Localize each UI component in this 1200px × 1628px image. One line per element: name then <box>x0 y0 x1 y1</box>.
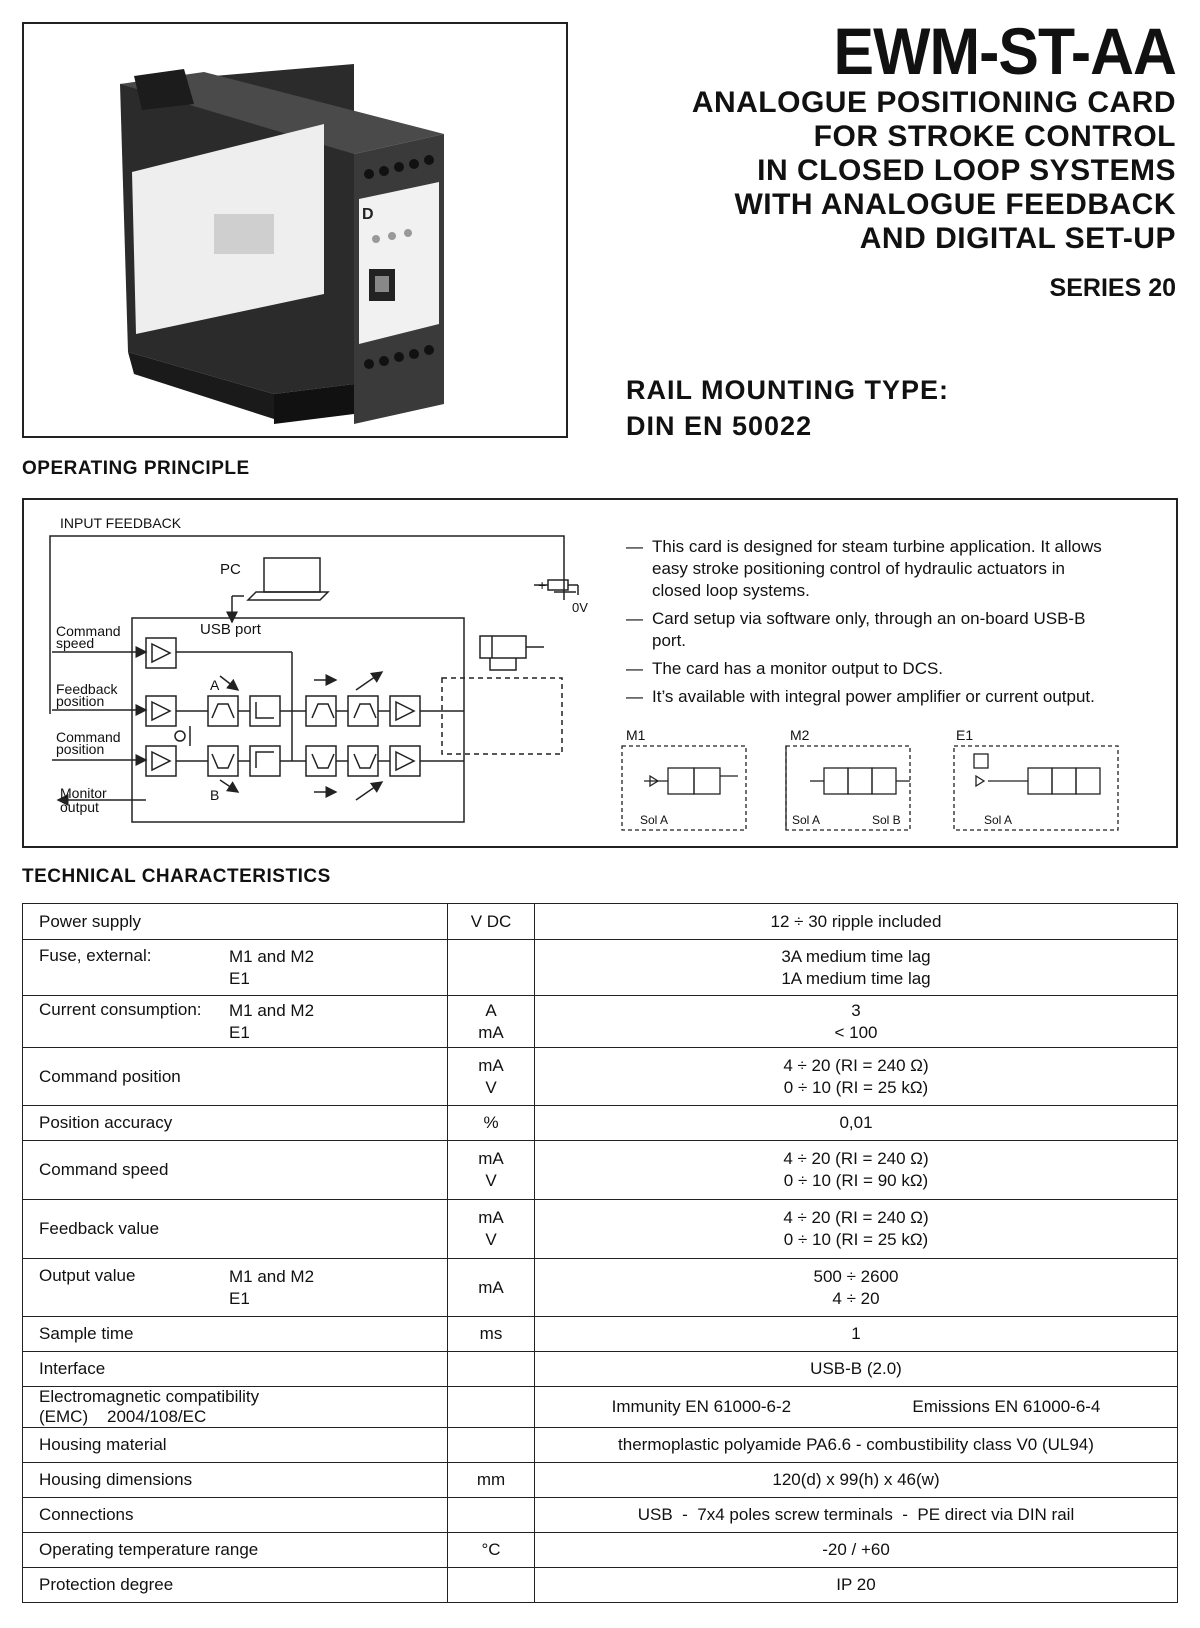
row-unit: V DC <box>470 911 512 931</box>
table-row <box>23 1463 1178 1498</box>
table-row <box>23 996 1178 1048</box>
series-label: SERIES 20 <box>1049 274 1176 302</box>
row-value: 4 ÷ 20 (RI = 240 Ω) <box>783 1149 929 1168</box>
table-row <box>23 1428 1178 1463</box>
svg-text:D: D <box>362 206 374 223</box>
label-input-feedback: INPUT FEEDBACK <box>60 515 182 531</box>
label-command-speed-2: speed <box>56 635 95 651</box>
row-label: Current consumption: <box>39 999 202 1019</box>
row-value: 0 ÷ 10 (RI = 90 kΩ) <box>783 1171 929 1190</box>
row-value: thermoplastic polyamide PA6.6 - combustibility class V0 (UL94) <box>618 1435 1094 1454</box>
row-value: USB - 7x4 poles screw terminals - PE direct via DIN rail <box>637 1505 1075 1524</box>
bullet-item: — The card has a monitor output to DCS. <box>626 659 944 678</box>
row-unit: V <box>485 1077 497 1097</box>
row-value: 0,01 <box>839 1113 873 1132</box>
row-label: Command speed <box>39 1160 169 1179</box>
row-value: 500 ÷ 2600 <box>813 1266 899 1286</box>
subtitle-line: IN CLOSED LOOP SYSTEMS <box>757 154 1176 187</box>
row-unit: mm <box>476 1470 506 1489</box>
product-photo <box>22 22 568 438</box>
row-value: 4 ÷ 20 (RI = 240 Ω) <box>783 1055 929 1075</box>
valve-label-e1: E1 <box>956 727 974 743</box>
label-monitor-output-1: Monitor <box>60 785 107 801</box>
valve-symbols <box>610 726 1130 836</box>
table-row <box>23 1568 1178 1603</box>
label-command-position-2: position <box>56 741 105 757</box>
row-unit: % <box>483 1113 499 1132</box>
row-sub: 2004/108/EC <box>107 1407 207 1426</box>
table-row <box>23 1200 1178 1259</box>
row-unit: A <box>485 1000 497 1020</box>
row-unit: mA <box>478 1149 504 1168</box>
row-value: 3A medium time lag <box>781 946 931 966</box>
row-label: Fuse, external: <box>39 945 152 965</box>
label-ramp-a: A <box>210 677 220 693</box>
valve-m2-sol-b: Sol B <box>872 813 901 827</box>
table-row <box>23 1317 1178 1352</box>
subtitle-line: AND DIGITAL SET-UP <box>859 222 1176 255</box>
row-label: Housing material <box>39 1435 167 1454</box>
label-ramp-b: B <box>210 787 220 803</box>
section-title-technical: TECHNICAL CHARACTERISTICS <box>22 866 331 887</box>
subtitle-line: FOR STROKE CONTROL <box>813 120 1176 153</box>
label-usb-port: USB port <box>200 621 261 638</box>
row-label: Sample time <box>39 1324 134 1343</box>
label-plus: + <box>538 577 547 593</box>
label-command-speed-1: Command <box>56 623 121 639</box>
table-row <box>23 1259 1178 1317</box>
row-value: 12 ÷ 30 ripple included <box>770 911 942 931</box>
table-row <box>23 1533 1178 1568</box>
bullet-item: — It’s available with integral power amplifier or current output. <box>626 687 1095 706</box>
label-command-position-1: Command <box>56 729 121 745</box>
row-unit: mA <box>478 1055 504 1075</box>
table-row <box>23 904 1178 940</box>
title-block <box>556 16 1176 303</box>
row-label: Command position <box>39 1066 181 1086</box>
row-unit: ms <box>479 1324 503 1343</box>
feature-bullets <box>626 536 1156 714</box>
label-feedback-position-2: position <box>56 693 105 709</box>
row-value: 1A medium time lag <box>781 968 931 988</box>
row-value: 1 <box>851 1324 861 1343</box>
block-diagram <box>24 500 624 846</box>
bullet-dash: — <box>626 609 643 628</box>
valve-label-m1: M1 <box>626 727 646 743</box>
row-value: 3 <box>851 1000 861 1020</box>
row-value: 4 ÷ 20 <box>832 1288 880 1308</box>
row-label: Feedback value <box>39 1219 160 1238</box>
section-title-operating-principle: OPERATING PRINCIPLE <box>22 458 250 479</box>
rail-mounting <box>626 372 949 444</box>
technical-table <box>22 903 1178 1603</box>
bullet-item: — Card setup via software only, through an on-board USB-B port. <box>626 609 1086 650</box>
row-value: Immunity EN 61000-6-2 <box>611 1397 792 1416</box>
row-sub: M1 and M2 <box>229 946 315 966</box>
row-label: Output value <box>39 1265 136 1285</box>
valve-m1-sol-a: Sol A <box>640 813 669 827</box>
bullet-dash: — <box>626 687 643 706</box>
row-unit: mA <box>478 1022 504 1042</box>
rail-mounting-line2: DIN EN 50022 <box>626 411 813 441</box>
row-unit: V <box>485 1230 497 1249</box>
row-unit: mA <box>478 1208 504 1227</box>
subtitle-line: ANALOGUE POSITIONING CARD <box>691 86 1176 119</box>
row-value: 120(d) x 99(h) x 46(w) <box>772 1470 940 1489</box>
row-value: 0 ÷ 10 (RI = 25 kΩ) <box>783 1077 929 1097</box>
row-label: Position accuracy <box>39 1113 173 1132</box>
row-label: Interface <box>39 1359 106 1378</box>
row-sub: M1 and M2 <box>229 1000 315 1020</box>
table-row <box>23 1352 1178 1387</box>
row-sub: M1 and M2 <box>229 1266 315 1286</box>
valve-m2-sol-a: Sol A <box>792 813 821 827</box>
row-label: Power supply <box>39 911 142 931</box>
row-value: Emissions EN 61000-6-4 <box>912 1397 1101 1416</box>
din-rail-card-illustration <box>24 24 566 436</box>
row-label: Operating temperature range <box>39 1540 259 1559</box>
table-row <box>23 1048 1178 1106</box>
rail-mounting-line1: RAIL MOUNTING TYPE: <box>626 375 950 405</box>
row-unit: °C <box>481 1540 501 1559</box>
table-row <box>23 1141 1178 1200</box>
bullet-item: — This card is designed for steam turbine application. It allows easy stroke positioning control of hydraulic actuators in closed loop systems. <box>626 537 1102 600</box>
row-label: Housing dimensions <box>39 1470 193 1489</box>
row-label: Protection degree <box>39 1575 174 1594</box>
row-unit: V <box>485 1171 497 1190</box>
table-row <box>23 1106 1178 1141</box>
valve-e1-sol-a: Sol A <box>984 813 1013 827</box>
table-row <box>23 1498 1178 1533</box>
model-title: EWM-ST-AA <box>833 14 1176 88</box>
row-value: USB-B (2.0) <box>810 1359 902 1378</box>
row-value: < 100 <box>834 1022 878 1042</box>
row-value: 0 ÷ 10 (RI = 25 kΩ) <box>783 1230 929 1249</box>
row-value: 4 ÷ 20 (RI = 240 Ω) <box>783 1208 929 1227</box>
row-unit: mA <box>478 1277 504 1297</box>
row-value: IP 20 <box>836 1575 876 1594</box>
row-value: -20 / +60 <box>822 1540 890 1559</box>
bullet-dash: — <box>626 659 643 678</box>
subtitle-line: WITH ANALOGUE FEEDBACK <box>734 188 1176 221</box>
row-sub: E1 <box>229 1022 250 1042</box>
label-pc: PC <box>220 561 241 578</box>
row-label: Connections <box>39 1505 134 1524</box>
bullet-dash: — <box>626 537 643 556</box>
row-label: Electromagnetic compatibility (EMC) <box>39 1387 260 1426</box>
valve-label-m2: M2 <box>790 727 810 743</box>
table-row <box>23 940 1178 996</box>
row-sub: E1 <box>229 968 250 988</box>
table-row <box>23 1387 1178 1428</box>
label-feedback-position-1: Feedback <box>56 681 118 697</box>
row-sub: E1 <box>229 1288 250 1308</box>
label-zero-volt: 0V <box>572 600 588 615</box>
label-monitor-output-2: output <box>60 799 99 815</box>
